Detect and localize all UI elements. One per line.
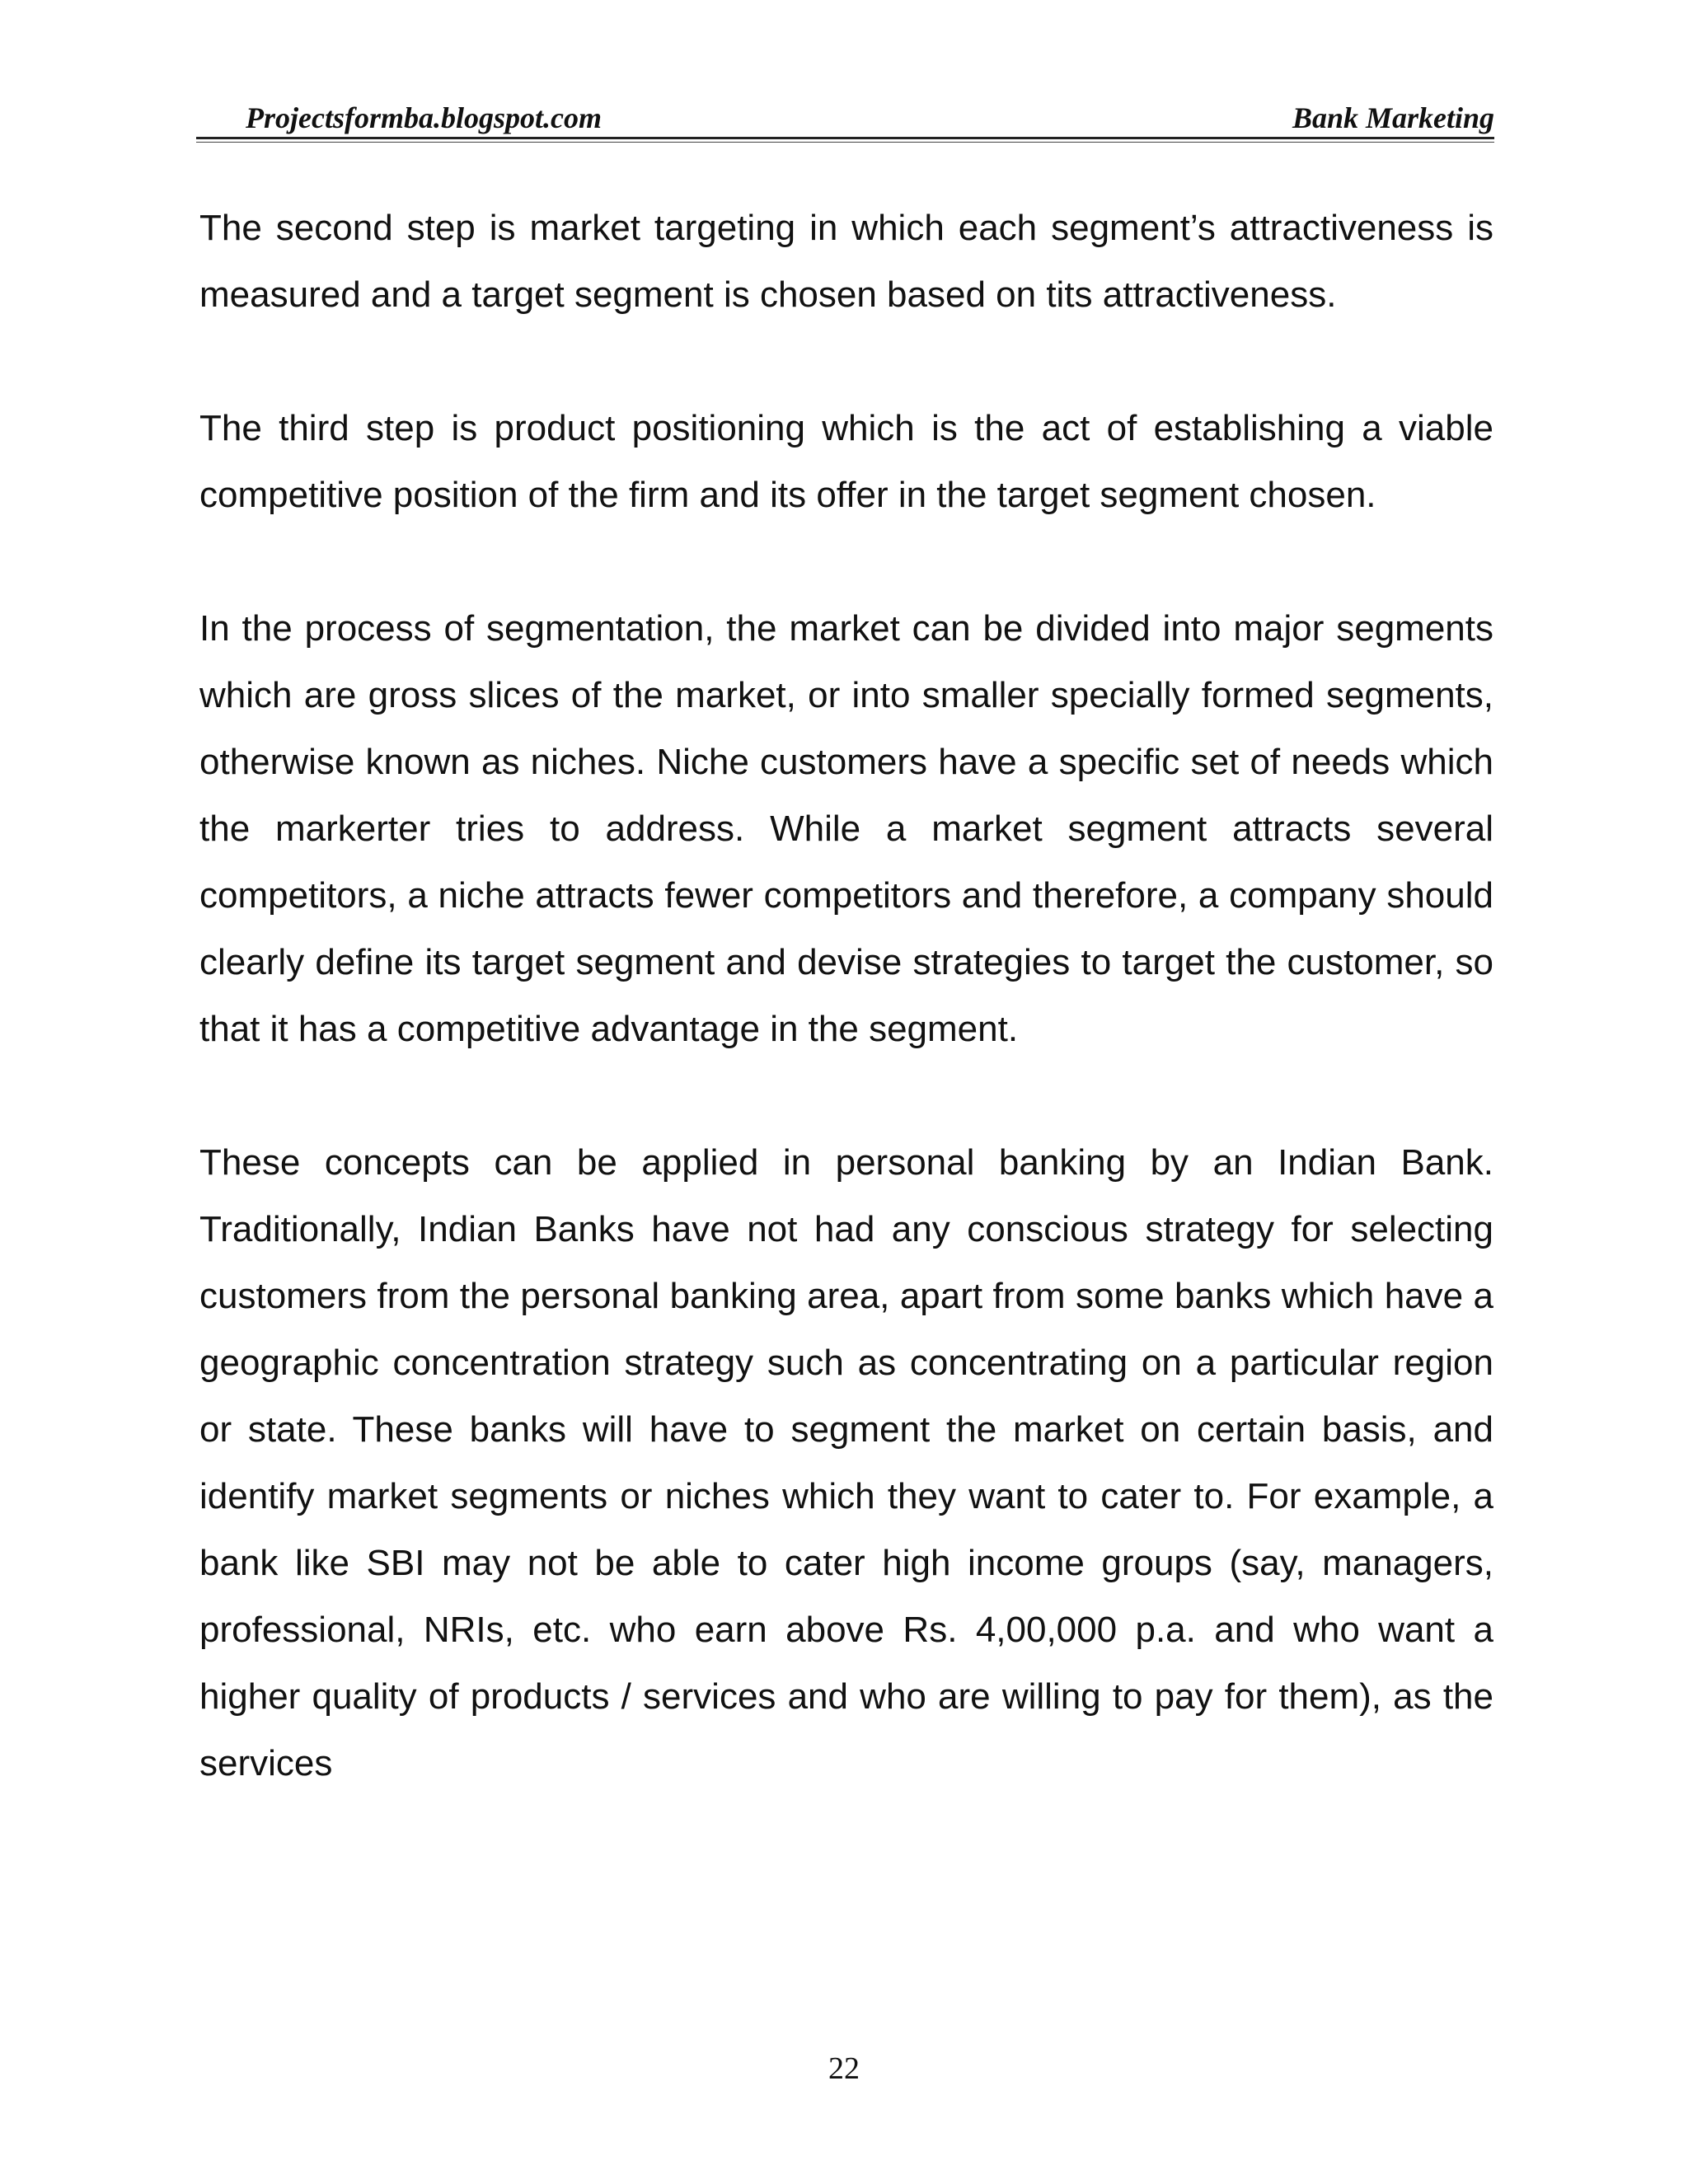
header-rule-secondary [196,142,1494,143]
header-site: Projectsformba.blogspot.com [246,101,602,134]
header-title: Bank Marketing [1292,101,1494,134]
paragraph-product-positioning: The third step is product positioning which is the act of establishing a viable competitive position of the firm and its offer in the target segment chosen. [199,408,1493,515]
paragraph-indian-banks: These concepts can be applied in personal banking by an Indian Bank. Traditionally, Indian Banks have not had any conscious strategy for selecting customers from the personal banking area, apart from some banks which have a geographic concentration strategy such as concentrating on a particular region or state. These banks will have to segment the market on certain basis, and identify market segments or niches which they want to cater to. For example, a bank like SBI may not be able to cater high income groups (say, managers, professional, NRIs, etc. who earn above Rs. 4,00,000 p.a. and who want a higher quality of products / services and who are willing to pay for them), as the services [199,1142,1493,1783]
paragraph-market-targeting: The second step is market targeting in which each segment’s attractiveness is measured and a target segment is chosen based on tits attractiveness. [199,208,1493,315]
page-number: 22 [828,2051,860,2086]
header-rule [196,137,1494,139]
paragraph-segmentation-niches: In the process of segmentation, the market can be divided into major segments which are gross slices of the market, or into smaller specially formed segments, otherwise known as niches. Niche customers have a specific set of needs which the markerter tries to address. While a market segment attracts several competitors, a niche attracts fewer competitors and therefore, a company should clearly define its target segment and devise strategies to target the customer, so that it has a competitive advantage in the segment. [199,608,1493,1049]
body-text [199,194,1493,1863]
page-header [196,97,1494,147]
